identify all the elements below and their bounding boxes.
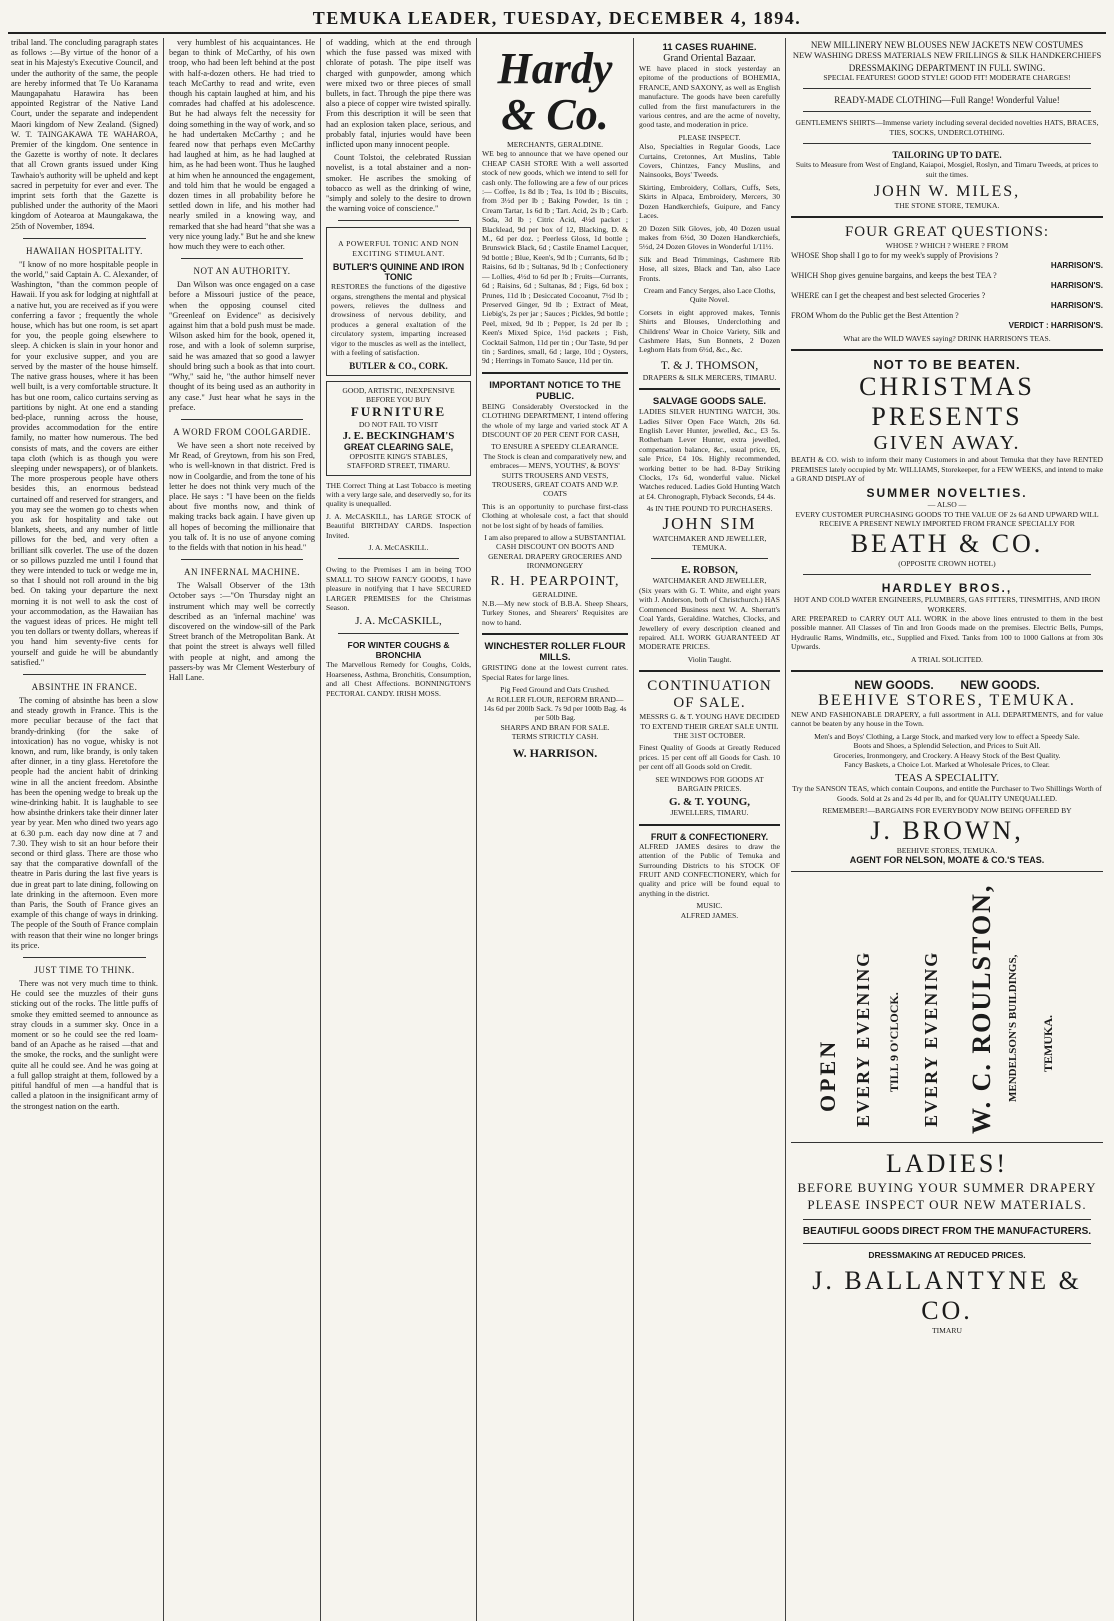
ballantyne-name: J. BALLANTYNE & CO. — [812, 1266, 1082, 1325]
salvage-title: SALVAGE GOODS SALE. — [652, 396, 767, 408]
rot-every-evening-1: EVERY EVENING — [853, 950, 873, 1127]
gloves: 20 Dozen Silk Gloves, job, 40 Dozen usual makes from 6½d, 30 Dozen Handkerchiefs, 5½d, 24 Dozen Gloves in Wonderful 1/11½. — [639, 223, 780, 252]
coolgardie-article: We have seen a short note received by Mr Read, of Greytown, from his son Fred, who is well-known in that district. Fred is now in Coolgardie, and from the tone of his letter he does not think very much of the place. He says : "I have been on the fields about five months now, and think of making tracks back again. I have given up all hopes of becoming the millionaire that you talk of. It is no use of anyone coming to the fields with that notion in his head." — [169, 440, 315, 552]
divider — [639, 670, 780, 672]
answer-row-2 — [791, 281, 1103, 291]
question-words: WHOSE ? WHICH ? WHERE ? FROM — [885, 241, 1009, 251]
masthead: TEMUKA LEADER, TUESDAY, DECEMBER 4, 1894. — [8, 8, 1106, 34]
question-4: FROM Whom do the Public get the Best Attention ? — [791, 310, 959, 320]
agent-line: AGENT FOR NELSON, MOATE & CO.'S TEAS. — [849, 855, 1045, 865]
divider — [803, 88, 1091, 89]
answer-2: HARRISON'S. — [1050, 280, 1103, 290]
groceries: Groceries, Ironmongery, and Crockery. A Heavy Stock of the Best Quality. — [833, 750, 1061, 760]
music-title: MUSIC. — [696, 901, 723, 911]
hardley-sub: HOT AND COLD WATER ENGINEERS, PLUMBERS, GAS FITTERS, TINSMITHS, AND IRON WORKERS. — [793, 595, 1101, 614]
beehive-title: BEEHIVE STORES, TEMUKA. — [818, 691, 1076, 709]
hardley-name: HARDLEY BROS., — [881, 581, 1013, 596]
notice-title: IMPORTANT NOTICE TO THE PUBLIC. — [489, 379, 621, 402]
robson-sub: WATCHMAKER AND JEWELLER, — [652, 576, 767, 586]
mccaskill-signature: J. A. McCASKILL. — [368, 542, 429, 552]
maori-gazette-article: tribal land. The concluding paragraph states as follows :—By virtue of the honor of a seat in his Majesty's Executive Council, and under the authority of the same, the people are hereby informed that Te Uo Karanama Maungapahatu Harawira has been appointed Registrar of the Native Land Court, under the separate and independent Maori kingdom of New Zealand. (Signed) W. T. TAINGAKAWA TE WAHAROA, Premier of the kingdom. One sentence in the Gazette is worthy of note. It declares that all Crown grants issued under King Tawhaio's authority will be upheld and kept sacred in perpetuity for ever and ever. The imprint sets forth that the Gazette is published under the authority of the Maori kingdom of Aotearoa at Maungakawa, the 25th of November, 1894. — [11, 38, 158, 231]
divider — [639, 388, 780, 390]
machine-article: The Walsall Observer of the 13th October says :—"On Thursday night an instrument which may well be correctly described as an 'infernal machine' was discovered on the window-sill of the Park Street branch of the Metropolitan Bank. At that point the street is always well filled with people at night, and among the passers-by was Mr Clement Westerbury of Hall Lane. — [169, 581, 315, 682]
column-6 — [786, 38, 1108, 1621]
authority-article: Dan Wilson was once engaged on a case before a Missouri justice of the peace, when the opposing counsel cited "Greenleaf on Evidence" as decisively against him that a bold push must be made. Wilson asked him for the book, opened it, rose, and with a look of solemn surprise, said he was amazed that so good a lawyer should bring such a book as that into court. "Why," said he, "the author himself never thought of its being used as an authority in any case." Just hear what he says in the preface. — [169, 280, 315, 412]
teas-speciality: TEAS A SPECIALITY. — [894, 772, 999, 785]
column-3 — [321, 38, 477, 1621]
divider — [482, 372, 628, 374]
hardy-logo: Hardy & Co. — [497, 44, 613, 139]
divider — [639, 824, 780, 826]
butler-advert — [326, 227, 471, 375]
question-3: WHERE can I get the cheapest and best selected Groceries ? — [791, 290, 986, 300]
silk: Silk and Bead Trimmings, Cashmere Rib Hose, all sizes, Black and Tan, also Lace Fronts. — [639, 254, 780, 283]
thomson-sub: DRAPERS & SILK MERCERS, TIMARU. — [642, 372, 777, 382]
question-row-1 — [791, 251, 1103, 261]
question-row-3 — [791, 291, 1103, 301]
men-clothing: Men's and Boys' Clothing, a Large Stock, and marked very low to effect a Speedy Sale. — [814, 731, 1080, 741]
flour-title: WINCHESTER ROLLER FLOUR MILLS. — [484, 641, 626, 664]
miles-name: JOHN W. MILES, — [873, 183, 1021, 201]
suits-line: Suits to Measure from West of England, Kaiapoi, Mosgiel, Roslyn, and Timaru Tweeds, at prices to suit the times. — [795, 160, 1099, 179]
hawaiian-title: HAWAIIAN HOSPITALITY. — [26, 245, 143, 256]
divider — [338, 558, 459, 559]
bazaar-text: WE have placed in stock yesterday an epitome of the productions of BOHEMIA, FRANCE, AND SAXONY, as well as English manufacture. The goods have been carefully culled from the first manufacturers in the various centres, and are the acme of novelty, good taste, and moderation in price. — [639, 64, 780, 130]
crown-hotel: (OPPOSITE CROWN HOTEL) — [898, 558, 996, 568]
authority-title: NOT AN AUTHORITY. — [193, 266, 291, 277]
butler-company: BUTLER & CO., CORK. — [349, 360, 448, 371]
brown-name: J. BROWN, — [870, 815, 1024, 845]
flour-prices: 14s 6d per 200lb Sack. 7s 9d per 100lb Bag. 4s per 50lb Bag. — [483, 703, 627, 723]
column-5 — [634, 38, 786, 1621]
salvage-text: LADIES SILVER HUNTING WATCH, 30s. Ladies Silver Open Face Watch, 20s 6d. English Lever Hunter, jewelled, &c., £3 5s. Rotherham Lever Hunter, extra jewelled, compensation balance, &c., usual price, £6, sale Price, £4 10s. Highly recommended, working better to be had. 8-Day Striking Clocks, 17s 6d, wonderful value. Nickel Watches reduced. Ladies Gold Hunting Watch at £4. Chronograph, Flyback Seconds, £4 4s. — [639, 407, 780, 501]
pearpoint-location: GERALDINE. — [532, 589, 578, 599]
rot-roulston: W. C. ROULSTON, — [967, 883, 996, 1134]
do-not-fail: DO NOT FAIL TO VISIT — [358, 420, 439, 430]
ballantyne-location: TIMARU — [932, 1326, 962, 1335]
divider — [181, 419, 303, 420]
hawaiian-article: "I know of no more hospitable people in the world," said Captain A. C. Alexander, of Washington, "than the common people of Hawaii. If you ask for lodging at nightfall at a native hut, you are received as if you were conferring a favor ; frequently the whole house, which has but one room, is set apart for you, the people going elsewhere to sleep. A chicken is slain in your honor and for your exclusive supper, and you are served by the master of the house himself. The native grass houses, where it has been well built, is a very comfortable structure. It has but one room, calico curtains serving as partitions by night. At one end a standing bed-place, running across the house, provides accommodation for the entire family, no matter how numerous. The bed consists of mats, and the covers are either tapa cloth (which is as though you were sleeping under newspapers), or of blankets. The more prosperous people have others besides this, an enormous bedstead curtained off and reserved for strangers, and you may see the women go to chests when you ask for hospitality and take out blankets, sheets, and any number of little pillows for the bed, and very often a brilliant silk coverlet. The use of the dozen or so pillows puzzled me until I found that they were intended to tuck or wedge me in, so that I should not roll around in the big bed. On taking your departure the next morning it is not well to ask the cost of your accommodation, as the Hawaiian has the vaguest ideas of prices. He might tell you ten dollars or twenty dollars, whereas if you hand him seventy-five cents for yourself and guide he will be abundantly satisfied." — [11, 259, 158, 667]
ladies-heading: LADIES! — [885, 1149, 1009, 1178]
pearpoint-nb: N.B.—My new stock of B.B.A. Sheep Shears, Turkey Stones, and Shearers' Requisites are now to hand. — [482, 599, 628, 627]
good-artistic: GOOD, ARTISTIC, INEXPENSIVE — [342, 385, 455, 395]
pearpoint-name: R. H. PEARPOINT, — [490, 573, 620, 589]
hardley-text: ARE PREPARED to CARRY OUT ALL WORK in the above lines entrusted to them in the best possible manner. All Classes of Tin and Iron Goods made on the premises. Electric Bells, Pumps, Hydraulic Rams, Windmills, etc., Supplied and Fixed. Tanks from 100 to 1000 Gallons at from 30s Upwards. — [791, 613, 1103, 652]
butler-title: BUTLER'S QUININE AND IRON TONIC — [332, 262, 465, 283]
roller-brand: At ROLLER FLOUR, REFORM BRAND— — [486, 694, 624, 704]
question-row-2 — [791, 271, 1103, 281]
james-signature: ALFRED JAMES. — [680, 910, 739, 920]
not-beaten: NOT TO BE BEATEN. — [873, 357, 1021, 373]
divider — [791, 216, 1103, 218]
hardy-prices: WE beg to announce that we have opened our CHEAP CASH STORE With a well assorted stock of new goods, which we intend to sell for cash only. The following are a few of our prices :— Coffee, 1s 8d lb ; Tea, 1s 10d lb ; Biscuits, from 3½d per lb ; Baking Powder, 1s tin ; Cream Tartar, 1s 6d lb ; Tart. Acid, 2s lb ; Carb. Soda, 3d lb ; Citric Acid, 4½d packet ; Blacklead, 9d per box of 12, Blacking, D. & M., 6d per doz. ; Peerless Gloss, 1d bottle ; Brunswick Black, 6d ; Castile Enamel Lacquer, 9d bottle ; Blue, Keen's, 9d lb ; Currants, 6d lb ; Raisins, 6d lb ; Sultanas, 9d lb ; Confectionery— Lollies, 4½d to 6d per lb ; Fruits—Currants, 6d ; Raisins, 6d ; Sultanas, 8d ; Figs, 6d box ; Prunes, 11d lb ; Desiccated Cocoanut, 7½d lb ; Preserved Ginger, 9d lb ; Extract of Meat, Liebig's, 2s per jar ; Sauces ; Pickles, 9d bottle ; Peel, mixed, 9d lb ; Pepper, 1s 2d per lb ; Keen's Mixed Spice, 1½d packets ; Fish, Cocktail Salmon, 11d per tin ; Our Taste, 9d per tin ; Sardines, small, 6d ; large, 10d ; Oysters, 9d ; Herrings in Tomato Sauce, 11d per tin. — [482, 149, 628, 366]
specialties: Also, Specialties in Regular Goods, Lace Curtains, Cretonnes, Art Muslins, Table Covers, Chintzes, Fancy Muslins, and Nainsooks, Boys' Tweeds. — [639, 142, 780, 180]
mccaskill-premises: Owing to the Premises I am in being TOO SMALL TO SHOW FANCY GOODS, I have pleasure in notifying that I have SECURED LARGER PREMISES for the Christmas Season. — [326, 565, 471, 613]
corsets: Corsets in eight approved makes, Tennis Shirts and Blouses, Underclothing and Childrens' Wear in Choice Variety, Silk and Cashmere Hats, Sun Bonnets, 2 Dozen Leghorn Hats from 6½d, &c., &c. — [639, 307, 780, 355]
answer-row-3 — [791, 301, 1103, 311]
also-line: — ALSO — — [927, 500, 967, 510]
absinthe-title: ABSINTHE IN FRANCE. — [31, 681, 138, 692]
divider — [651, 558, 768, 559]
teas-text: Try the SANSON TEAS, which contain Coupons, and entitle the Purchaser to Two Shillings Worth of Goods. Sold at 2s and 2s 4d per lb, and for QUALITY UNEQUALLED. — [792, 784, 1102, 803]
verdict-row — [791, 321, 1103, 331]
robson-text: (Six years with G. T. White, and eight years with J. Anderson, both of Christchurch.) HAS Commenced Business next W. A. Sherratt's Coal Yards, Geraldine. Watches, Clocks, and Jewellery of every description cleaned and repaired. ALL WORK GUARANTEED AT MODERATE PRICES. — [639, 585, 780, 652]
miles-sub: THE STONE STORE, TEMUKA. — [894, 201, 1000, 211]
divider — [181, 258, 303, 259]
young-sub: JEWELLERS, TIMARU. — [670, 808, 749, 818]
beckingham-name: J. E. BECKINGHAM'S — [342, 429, 455, 442]
cream: Cream and Fancy Serges, also Lace Cloths, Quite Novel. — [643, 285, 776, 305]
finest-quality: Finest Quality of Goods at Greatly Reduced prices. 15 per cent off all Goods for Cash. 10 per cent off all Goods sold on Credit. — [639, 743, 780, 772]
millinery-line: NEW MILLINERY NEW BLOUSES NEW JACKETS NEW COSTUMES — [810, 40, 1084, 50]
question-row-4 — [791, 311, 1103, 321]
continuation-title: CONTINUATION OF SALE. — [647, 678, 772, 712]
young-text: MESSRS G. & T. YOUNG HAVE DECIDED TO EXTEND THEIR GREAT SALE UNTIL THE 31ST OCTOBER. — [639, 712, 780, 740]
robson-name: E. ROBSON, — [681, 565, 738, 577]
roulston-rotated-advert — [791, 871, 1103, 1143]
divider — [803, 1219, 1091, 1220]
given-away: GIVEN AWAY. — [873, 432, 1021, 455]
question-1: WHOSE Shop shall I go to for my week's supply of Provisions ? — [791, 250, 999, 260]
please-inspect: PLEASE INSPECT. — [678, 132, 741, 142]
machine-continued: of wadding, which at the end through which the fuse passed was mixed with chlorate of potash. The pipe itself was charged with gunpowder, among which were mixed two or three pieces of small bullets, in fact. Through the pipe there was also a piece of copper wire twisted spirally. From this description it will be seen that had an explosion taken place, serious, and probably fatal, injuries would have been inflicted upon many innocent people. — [326, 38, 471, 150]
rot-temuka: TEMUKA. — [1041, 1015, 1055, 1072]
divider — [803, 1243, 1091, 1244]
summer-novelties: SUMMER NOVELTIES. — [866, 486, 1028, 501]
divider — [181, 559, 303, 560]
sim-name: JOHN SIM — [662, 513, 757, 533]
divider — [482, 633, 628, 635]
rot-mendelson: MENDELSON'S BUILDINGS, — [1007, 954, 1019, 1102]
pig-feed: Pig Feed Ground and Oats Crushed. — [500, 685, 610, 695]
before-buying: BEFORE BUYING YOUR SUMMER DRAPERY PLEASE INSPECT OUR NEW MATERIALS. — [797, 1180, 1097, 1212]
ruahine-title: 11 CASES RUAHINE. — [662, 42, 757, 53]
answer-1: HARRISON'S. — [1050, 260, 1103, 270]
shirts-line: GENTLEMEN'S SHIRTS—Immense variety including several decided novelties HATS, BRACES, TIES, SOCKS, UNDERCLOTHING. — [795, 118, 1099, 137]
beckingham-advert — [326, 381, 471, 476]
notice-opportunity: This is an opportunity to purchase first-class Clothing at wholesale cost, a fact that should not be lost sight of by heads of families. — [482, 501, 628, 530]
think-title: JUST TIME TO THINK. — [34, 965, 135, 976]
coughs-text: The Marvellous Remedy for Coughs, Colds, Hoarseness, Asthma, Bronchitis, Consumption, and all Chest Affections. BONNINGTON'S PECTORAL CANDY. IRISH MOSS. — [326, 660, 471, 698]
fancy-baskets: Fancy Baskets, a Choice Lot. Marked at Wholesale Prices, to Clear. — [844, 759, 1050, 769]
coolgardie-title: A WORD FROM COOLGARDIE. — [173, 426, 311, 437]
brown-sub: BEEHIVE STORES, TEMUKA. — [896, 845, 998, 855]
divider — [338, 633, 459, 634]
think-article: There was not very much time to think. He could see the muzzles of their guns sticking out of the rocks. The little puffs of smoke they emitted seemed to announce as stray clouds in a summer sky. Once in a moment or so he could see the red loam-band of an Apache as he raised —that and the smoke, the rocks, and the sunlight were quite all he could see. And he was going at a full gallop straight at them, followed by a pitiful handful of men —a handful that is called a platoon in the insignificant army of the strongest nation on the earth. — [11, 979, 158, 1111]
rot-till: TILL 9 O'CLOCK. — [887, 992, 901, 1092]
beath-name: BEATH & CO. — [850, 528, 1044, 558]
notice-text: BEING Considerably Overstocked in the CLOTHING DEPARTMENT, I intend offering the whole of my large and varied stock AT A DISCOUNT OF 20 PER CENT FOR CASH, — [482, 401, 628, 439]
see-windows: SEE WINDOWS FOR GOODS AT BARGAIN PRICES. — [655, 774, 764, 793]
story-article: very humblest of his acquaintances. He began to think of McCarthy, of his own troop, who had been left behind at the post with half-a-dozen others. He had tried to teach McCarthy to read and write, even though his captain laughed at him, and his comrades had chaffed at his adolescence. But he had always felt the necessity for doing something in the way of work, and so he had undertaken McCarthy ; and he feared now that perhaps even McCarthy had laughed at him, as he had laughed at him, as he had been wont. Thus he laughed at him when he announced the engagement, and told him that he would be engaged a dozen times in all probability before he settled down in life, and his mother had nearly smiled in a knowing way, and remarked that she had heard "that she was a very nice young lady." But he and she knew how much they were to each other. — [169, 38, 315, 252]
column-2 — [164, 38, 321, 1621]
answer-row-1 — [791, 261, 1103, 271]
tobacco-notice: THE Correct Thing at Last Tobacco is meeting with a very large sale, and deservedly so, for its quality is unequalled. — [326, 480, 471, 509]
beehive-text: NEW AND FASHIONABLE DRAPERY, a full assortment in ALL DEPARTMENTS, and for value cannot be beaten by any house in the Town. — [791, 709, 1103, 729]
divider — [23, 674, 146, 675]
boots-shoes: Boots and Shoes, a Splendid Selection, and Prices to Suit All. — [853, 741, 1041, 751]
divider — [803, 574, 1091, 575]
features-line: SPECIAL FEATURES! GOOD STYLE! GOOD FIT! MODERATE CHARGES! — [823, 73, 1071, 82]
harrison-name: W. HARRISON. — [512, 745, 598, 760]
divider — [803, 111, 1091, 112]
answer-3: HARRISON'S. — [1050, 300, 1103, 310]
shilling-in-pound: 4s IN THE POUND TO PURCHASERS. — [646, 504, 773, 514]
four-questions: FOUR GREAT QUESTIONS: — [844, 224, 1050, 241]
skirting: Skirting, Embroidery, Collars, Cuffs, Sets, Skirts in Alpaca, Embroidery, Mercers, 30 Dozen Handkerchiefs, Guipure, and Fancy Laces. — [639, 182, 780, 221]
sharps-bran: SHARPS AND BRAN FOR SALE. — [500, 722, 610, 732]
tolstoi-article: Count Tolstoi, the celebrated Russian novelist, is a total abstainer and a non-smoker. He ascribes the smoking of tobacco as well as the drinking of wine, "simply and solely to the desire to drown the warning voice of conscience." — [326, 153, 471, 214]
every-customer: EVERY CUSTOMER PURCHASING GOODS TO THE VALUE OF 2s 6d AND UPWARD WILL RECEIVE A PRESENT NEWLY IMPORTED FROM FRANCE SPECIALLY FOR — [795, 509, 1099, 529]
furniture-heading: FURNITURE — [350, 404, 447, 420]
mccaskill-name: J. A. McCASKILL, — [355, 615, 442, 628]
readymade-line: READY-MADE CLOTHING—Full Range! Wonderful Value! — [834, 95, 1060, 106]
fruit-text: ALFRED JAMES desires to draw the attention of the Public of Temuka and Surrounding Districts to his STOCK OF FRUIT AND CONFECTIONERY, which for quality and price will be found equal to anything in the district. — [639, 841, 780, 898]
column-4 — [477, 38, 634, 1621]
rot-every-evening-2: EVERY EVENING — [921, 950, 941, 1127]
divider — [23, 238, 146, 239]
dressmaking-reduced: DRESSMAKING AT REDUCED PRICES. — [868, 1250, 1026, 1260]
new-goods: NEW GOODS. NEW GOODS. — [854, 677, 1040, 692]
young-name: G. & T. YOUNG, — [668, 796, 751, 809]
column-1 — [6, 38, 164, 1621]
hardy-location: MERCHANTS, GERALDINE. — [507, 140, 603, 149]
notice-sub: TO ENSURE A SPEEDY CLEARANCE. — [491, 442, 619, 452]
absinthe-article: The coming of absinthe has been a slow and steady growth in France. This is the more peculiar because of the fact that brandy-drinking (for the sake of intoxication) has no vogue, whisky is not known, and rum, like brandy, is only taken after dinner, in a tiny glass. Heretofore the people had the ancient habit of drinking wine in all the ancient freedom. Absinthe has been the opening wedge to break up the wine-drinking habit. It is laughable to see how absinthe drinkers take their dinner later year by year. Men who dined two years ago at 6.30 p.m. each day now dine at 7 and 7.30. They wish to sit an hour before their second or third glass. There are those who say that the comparative downfall of the theatre in Paris during the last five years is due in great part to late dining, following on late drinking in the afternoon. Even more than Paris, the South of France gives an example of this change of ways in drinking. The people of the South of France complain with reason that their wine no longer brings its price. — [11, 695, 158, 950]
butler-text: RESTORES the functions of the digestive organs, strengthens the mental and physical powers, relieves the dullness and drowsiness of nervous debility, and produces a general exaltation of the circulatory system, imparting increased vigor to the muscles as well as the intellect, with a feeling of satisfaction. — [331, 282, 466, 358]
thomson-name: T. & J. THOMSON, — [660, 357, 759, 372]
wild-waves: What are the WILD WAVES saying? DRINK HARRISON'S TEAS. — [843, 333, 1051, 343]
verdict: VERDICT : HARRISON'S. — [1008, 320, 1103, 330]
fruit-title: FRUIT & CONFECTIONERY. — [650, 831, 769, 842]
coughs-title: FOR WINTER COUGHS & BRONCHIA — [347, 640, 450, 661]
question-2: WHICH Shop gives genuine bargains, and keeps the best TEA ? — [791, 270, 997, 280]
remember-line: REMEMBER!—BARGAINS FOR EVERYBODY NOW BEING OFFERED BY — [822, 806, 1072, 816]
dressmaking-line: DRESSMAKING DEPARTMENT IN FULL SWING. — [848, 63, 1046, 73]
christmas-presents: CHRISTMAS PRESENTS — [859, 372, 1035, 432]
machine-title: AN INFERNAL MACHINE. — [184, 567, 300, 578]
columns — [6, 38, 1108, 1621]
sim-sub: WATCHMAKER AND JEWELLER, TEMUKA. — [652, 533, 767, 553]
violin: Violin Taught. — [687, 654, 732, 664]
mccaskill-cards: J. A. McCASKILL, has LARGE STOCK of Beautiful BIRTHDAY CARDS. Inspection Invited. — [326, 511, 471, 540]
divider — [803, 143, 1091, 144]
divider — [791, 670, 1103, 672]
beath-text: BEATH & CO. wish to inform their many Customers in and about Temuka that they have RENTED PREMISES lately occupied by Mr. WILLIAMS, Storekeeper, for a FEW WEEKS, and intend to make a GRAND DISPLAY of — [791, 455, 1103, 484]
divider — [791, 349, 1103, 351]
divider — [338, 220, 459, 221]
clearing-sale: GREAT CLEARING SALE, — [343, 441, 454, 452]
terms-cash: TERMS STRICTLY CASH. — [511, 732, 599, 742]
bazaar-title: Grand Oriental Bazaar. — [663, 53, 756, 64]
rot-open: OPEN — [815, 1038, 840, 1112]
beautiful-goods: BEAUTIFUL GOODS DIRECT FROM THE MANUFACTURERS. — [802, 1226, 1092, 1237]
tailoring-line: TAILORING UP TO DATE. — [892, 150, 1002, 161]
trial-solicited: A TRIAL SOLICITED. — [911, 654, 983, 664]
tonic-title: A POWERFUL TONIC AND NON EXCITING STIMULANT. — [338, 239, 459, 258]
beckingham-address: OPPOSITE KING'S STABLES, STAFFORD STREET, TIMARU. — [347, 451, 450, 471]
divider — [23, 957, 146, 958]
notice-discount: I am also prepared to allow a SUBSTANTIAL CASH DISCOUNT ON BOOTS AND GENERAL DRAPERY GROCERIES AND IRONMONGERY — [484, 533, 626, 571]
before-you-buy: BEFORE YOU BUY — [365, 394, 432, 404]
washing-line: NEW WASHING DRESS MATERIALS NEW FRILLINGS & SILK HANDKERCHIEFS — [792, 50, 1102, 60]
notice-stock: The Stock is clean and comparatively new, and embraces— MEN'S, YOUTHS', & BOYS' SUITS TROUSERS AND VESTS, TROUSERS, GREAT COATS AND W.P. COATS — [483, 451, 627, 499]
flour-text: GRISTING done at the lowest current rates. Special Rates for large lines. — [482, 663, 628, 682]
